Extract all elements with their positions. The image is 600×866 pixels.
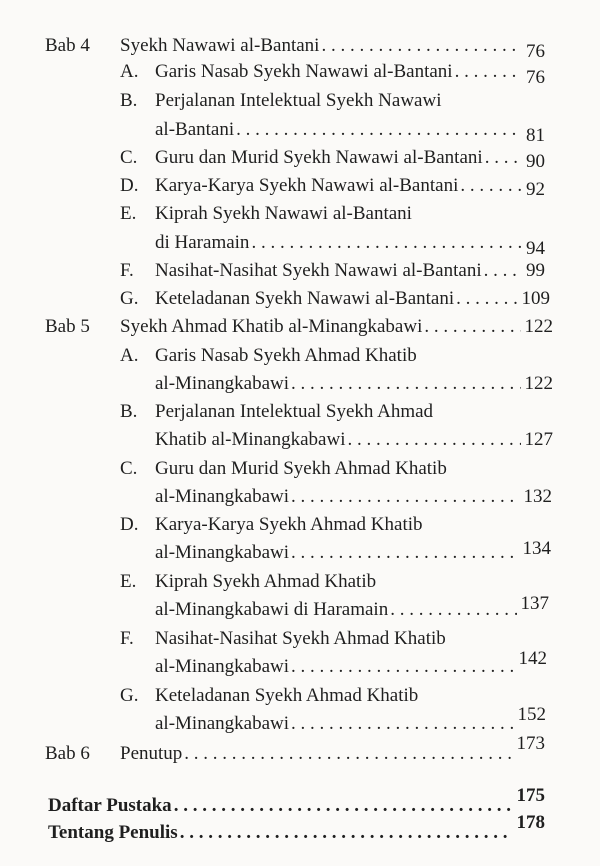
entry-title-continued: al-Minangkabawi [155,713,290,734]
entry-letter: C. [120,458,138,479]
leader-dots [291,373,520,395]
page-number: 132 [523,486,552,507]
leader-dots [347,429,520,451]
leader-dots [291,713,513,735]
entry-title-continued: al-Minangkabawi [155,373,290,394]
entry-title: Guru dan Murid Syekh Ahmad Khatib [155,458,447,479]
chapter-title: Syekh Nawawi al-Bantani [120,35,320,56]
leader-dots [460,175,522,197]
back-matter-title: Daftar Pustaka [48,795,172,816]
entry-title-continued: al-Minangkabawi di Haramain [155,599,389,620]
entry-title: Keteladanan Syekh Nawawi al-Bantani [155,288,455,309]
entry-title: Kiprah Syekh Nawawi al-Bantani [155,203,412,224]
leader-dots [291,656,514,678]
entry-letter: B. [120,401,138,422]
entry-letter: E. [120,571,137,592]
entry-title: Garis Nasab Syekh Ahmad Khatib [155,345,417,366]
entry-title: Guru dan Murid Syekh Nawawi al-Bantani [155,147,483,168]
page-number: 81 [526,125,545,146]
entry-letter: A. [120,345,139,366]
entry-title-continued: al-Minangkabawi [155,542,290,563]
entry-title: Karya-Karya Syekh Nawawi al-Bantani [155,175,459,196]
page-number: 137 [520,593,549,614]
page-number: 178 [516,812,545,833]
page-number: 99 [526,260,545,281]
entry-letter: D. [120,175,139,196]
leader-dots [456,288,517,310]
page-number: 152 [517,704,546,725]
entry-title: Perjalanan Intelektual Syekh Nawawi [155,90,442,111]
page-number: 127 [524,429,553,450]
entry-title-continued: Khatib al-Minangkabawi [155,429,346,450]
entry-letter: C. [120,147,138,168]
chapter-label: Bab 5 [45,316,90,337]
leader-dots [455,61,522,83]
page-number: 175 [516,785,545,806]
page-number: 134 [522,538,551,559]
entry-letter: A. [120,61,139,82]
entry-letter: F. [120,260,134,281]
chapter-title: Syekh Ahmad Khatib al-Minangkabawi [120,316,423,337]
leader-dots [485,147,522,169]
page-number: 94 [526,238,545,259]
leader-dots [321,35,522,57]
entry-title: Kiprah Syekh Ahmad Khatib [155,571,377,592]
leader-dots [390,599,516,621]
page-number: 90 [526,151,545,172]
leader-dots [424,316,520,338]
back-matter-title: Tentang Penulis [48,822,178,843]
entry-letter: E. [120,203,137,224]
entry-title-continued: al-Minangkabawi [155,656,290,677]
leader-dots [484,260,522,282]
leader-dots [236,119,522,141]
entry-letter: G. [120,288,139,309]
page-number: 92 [526,179,545,200]
entry-title: Karya-Karya Syekh Ahmad Khatib [155,514,423,535]
page-number: 142 [518,648,547,669]
page-number: 122 [524,316,553,337]
entry-letter: B. [120,90,138,111]
entry-title-continued: al-Minangkabawi [155,486,290,507]
page-number: 76 [526,67,545,88]
entry-title: Perjalanan Intelektual Syekh Ahmad [155,401,434,422]
chapter-title: Penutup [120,743,183,764]
leader-dots [174,795,513,817]
page-number: 173 [516,733,545,754]
entry-title: Nasihat-Nasihat Syekh Ahmad Khatib [155,628,446,649]
entry-title: Keteladanan Syekh Ahmad Khatib [155,685,419,706]
leader-dots [291,542,518,564]
entry-letter: F. [120,628,134,649]
page-number: 76 [526,41,545,62]
entry-letter: G. [120,685,139,706]
leader-dots [180,822,513,844]
entry-title-continued: di Haramain [155,232,250,253]
page-number: 122 [524,373,553,394]
leader-dots [184,743,512,765]
chapter-label: Bab 6 [45,743,90,764]
entry-title: Nasihat-Nasihat Syekh Nawawi al-Bantani [155,260,482,281]
entry-title: Garis Nasab Syekh Nawawi al-Bantani [155,61,453,82]
leader-dots [251,232,522,254]
leader-dots [291,486,519,508]
entry-title-continued: al-Bantani [155,119,235,140]
entry-letter: D. [120,514,139,535]
chapter-label: Bab 4 [45,35,90,56]
page-number: 109 [521,288,550,309]
